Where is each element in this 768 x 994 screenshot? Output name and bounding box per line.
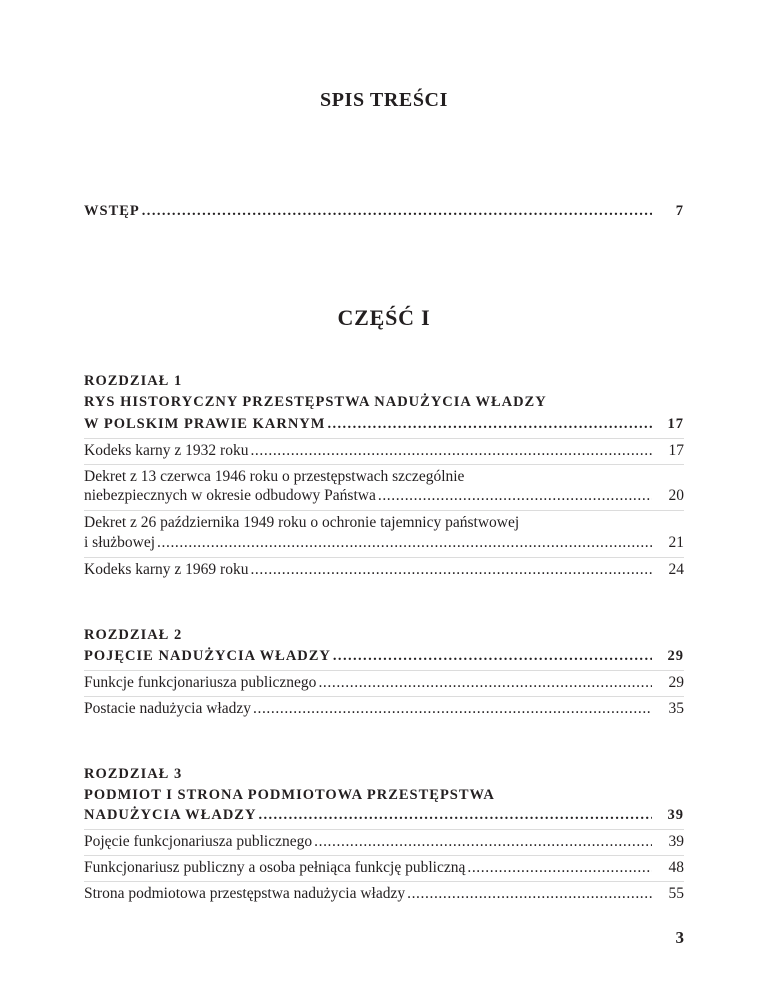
dot-leader xyxy=(250,441,652,461)
toc-entry-label: WSTĘP xyxy=(84,203,140,219)
entry-divider xyxy=(84,855,684,856)
toc-page-number: 48 xyxy=(668,859,684,876)
section-title: Kodeks karny z 1969 roku xyxy=(84,561,249,578)
section-title: niebezpiecznych w okresie odbudowy Państwa xyxy=(84,487,376,504)
toc-page-number: 20 xyxy=(668,487,684,504)
dot-leader xyxy=(333,646,652,666)
section-title: Pojęcie funkcjonariusza publicznego xyxy=(84,833,313,850)
dot-leader xyxy=(250,560,652,580)
page-number: 3 xyxy=(675,928,684,947)
dot-leader xyxy=(157,533,652,553)
toc-entry-section[interactable] xyxy=(84,486,684,506)
page-title: SPIS TREŚCI xyxy=(320,89,448,111)
section-title: i służbowej xyxy=(84,534,156,551)
toc-page-number: 29 xyxy=(668,674,684,691)
section-title: Strona podmiotowa przestępstwa nadużycia władzy xyxy=(84,885,406,902)
dot-leader xyxy=(318,673,652,693)
toc-entry-section[interactable] xyxy=(84,858,684,878)
toc-entry-chapter-1[interactable] xyxy=(84,414,684,434)
chapter-number: ROZDZIAŁ 1 xyxy=(84,373,183,389)
toc-entry-section[interactable] xyxy=(84,533,684,553)
dot-leader xyxy=(142,201,652,221)
toc-entry-section[interactable] xyxy=(84,441,684,461)
section-title-line: Dekret z 13 czerwca 1946 roku o przestępstwach szczególnie xyxy=(84,468,465,485)
toc-entry-section[interactable] xyxy=(84,673,684,693)
entry-divider xyxy=(84,670,684,671)
chapter-title-line: RYS HISTORYCZNY PRZESTĘPSTWA NADUŻYCIA WŁADZY xyxy=(84,394,547,410)
entry-divider xyxy=(84,696,684,697)
chapter-number: ROZDZIAŁ 3 xyxy=(84,766,183,782)
chapter-title-line: NADUŻYCIA WŁADZY xyxy=(84,807,257,823)
entry-divider xyxy=(84,829,684,830)
toc-page-number: 55 xyxy=(668,885,684,902)
toc-page-number: 17 xyxy=(668,442,684,459)
dot-leader xyxy=(258,805,652,825)
toc-entry-chapter-3[interactable] xyxy=(84,805,684,825)
toc-entry-section[interactable] xyxy=(84,884,684,904)
toc-page-number: 39 xyxy=(667,807,684,823)
chapter-title-line: POJĘCIE NADUŻYCIA WŁADZY xyxy=(84,648,331,664)
chapter-number: ROZDZIAŁ 2 xyxy=(84,627,183,643)
toc-page-number: 21 xyxy=(668,534,684,551)
toc-page-number: 39 xyxy=(668,833,684,850)
toc-entry-section[interactable] xyxy=(84,699,684,719)
chapter-title-line: PODMIOT I STRONA PODMIOTOWA PRZESTĘPSTWA xyxy=(84,787,495,803)
section-title: Funkcje funkcjonariusza publicznego xyxy=(84,674,317,691)
dot-leader xyxy=(314,832,652,852)
dot-leader xyxy=(407,884,652,904)
entry-divider xyxy=(84,464,684,465)
chapter-title-line: W POLSKIM PRAWIE KARNYM xyxy=(84,416,326,432)
toc-entry-chapter-2[interactable] xyxy=(84,646,684,666)
toc-entry-section[interactable] xyxy=(84,560,684,580)
dot-leader xyxy=(378,486,652,506)
toc-page-number: 35 xyxy=(668,700,684,717)
entry-divider xyxy=(84,510,684,511)
toc-page-number: 17 xyxy=(667,416,684,432)
toc-page-number: 24 xyxy=(668,561,684,578)
part-heading: CZĘŚĆ I xyxy=(337,305,431,330)
toc-page-number: 7 xyxy=(675,203,684,219)
entry-divider xyxy=(84,881,684,882)
section-title: Kodeks karny z 1932 roku xyxy=(84,442,249,459)
entry-divider xyxy=(84,438,684,439)
dot-leader xyxy=(253,699,652,719)
section-title-line: Dekret z 26 października 1949 roku o ochronie tajemnicy państwowej xyxy=(84,514,520,531)
dot-leader xyxy=(467,858,652,878)
toc-entry-intro[interactable] xyxy=(84,201,684,221)
toc-entry-section[interactable] xyxy=(84,832,684,852)
dot-leader xyxy=(327,414,652,434)
section-title: Postacie nadużycia władzy xyxy=(84,700,251,717)
entry-divider xyxy=(84,557,684,558)
section-title: Funkcjonariusz publiczny a osoba pełniąca funkcję publiczną xyxy=(84,859,466,876)
toc-page-number: 29 xyxy=(667,648,684,664)
